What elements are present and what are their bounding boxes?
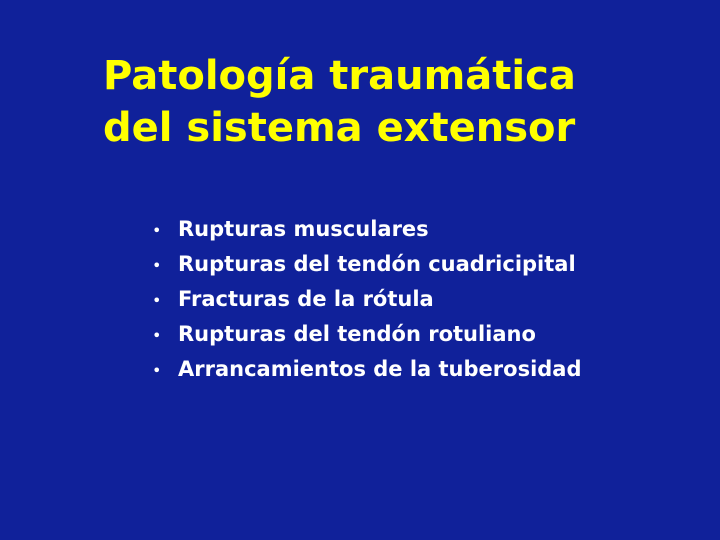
list-item <box>152 317 582 352</box>
bullet-list <box>152 212 582 387</box>
bullet-marker: • <box>152 361 162 380</box>
slide-title <box>103 50 576 154</box>
bullet-marker: • <box>152 291 162 310</box>
bullet-marker: • <box>152 221 162 240</box>
slide-title-line-2: del sistema extensor <box>103 105 576 151</box>
list-item <box>152 282 582 317</box>
list-item <box>152 247 582 282</box>
bullet-marker: • <box>152 326 162 345</box>
bullet-text: Rupturas del tendón rotuliano <box>178 322 536 346</box>
bullet-text: Rupturas musculares <box>178 217 429 241</box>
slide-title-line-1: Patología traumática <box>103 53 576 99</box>
bullet-text: Fracturas de la rótula <box>178 287 434 311</box>
bullet-text: Arrancamientos de la tuberosidad <box>178 357 582 381</box>
bullet-text: Rupturas del tendón cuadricipital <box>178 252 576 276</box>
list-item <box>152 352 582 387</box>
list-item <box>152 212 582 247</box>
bullet-marker: • <box>152 256 162 275</box>
